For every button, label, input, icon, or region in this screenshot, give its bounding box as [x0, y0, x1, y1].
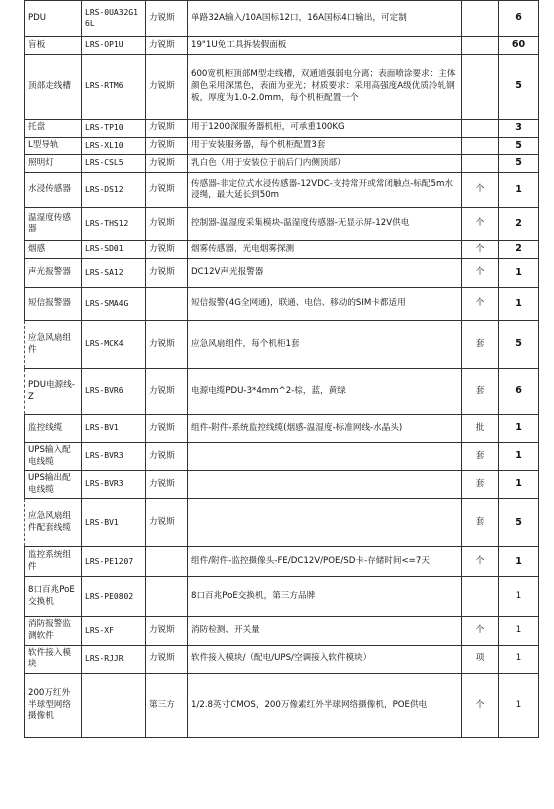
item-name-cell: PDU — [25, 1, 82, 37]
quantity-cell: 6 — [499, 369, 539, 415]
item-name-cell: 烟感 — [25, 241, 82, 259]
model-cell: LRS-XF — [82, 617, 146, 645]
description-cell: 电源电缆PDU-3*4mm^2-棕，蓝，黄绿 — [188, 369, 462, 415]
item-name-cell: 应急风扇组件 — [25, 321, 82, 369]
quantity-cell: 5 — [499, 54, 539, 119]
table-row — [25, 471, 539, 499]
description-cell: 乳白色（用于安装位于前后门内侧顶部） — [188, 155, 462, 173]
item-name-cell: L型导轨 — [25, 137, 82, 155]
unit-cell — [462, 54, 499, 119]
item-name-cell: 软件接入模块 — [25, 645, 82, 673]
unit-cell — [462, 137, 499, 155]
description-cell: DC12V声光报警器 — [188, 259, 462, 288]
item-name-cell: 水浸传感器 — [25, 173, 82, 208]
item-name-cell: 短信报警器 — [25, 288, 82, 321]
brand-cell: 力锐斯 — [146, 37, 188, 55]
equipment-spec-table — [24, 0, 539, 738]
table-row — [25, 241, 539, 259]
brand-cell: 力锐斯 — [146, 617, 188, 645]
quantity-cell: 2 — [499, 208, 539, 241]
description-cell: 组件-附件-系统监控线缆(烟感-温湿度-标准网线-水晶头) — [188, 415, 462, 443]
unit-cell: 套 — [462, 369, 499, 415]
brand-cell: 力锐斯 — [146, 259, 188, 288]
table-row — [25, 119, 539, 137]
unit-cell — [462, 577, 499, 617]
brand-cell: 第三方 — [146, 673, 188, 737]
brand-cell: 力锐斯 — [146, 321, 188, 369]
unit-cell: 个 — [462, 288, 499, 321]
table-row — [25, 1, 539, 37]
quantity-cell: 1 — [499, 577, 539, 617]
item-name-cell: 温湿度传感器 — [25, 208, 82, 241]
model-cell: LRS-DS12 — [82, 173, 146, 208]
quantity-cell: 5 — [499, 137, 539, 155]
quantity-cell: 1 — [499, 471, 539, 499]
quantity-cell: 1 — [499, 645, 539, 673]
model-cell: LRS-BVR3 — [82, 471, 146, 499]
item-name-cell: PDU电源线-Z — [25, 369, 82, 415]
quantity-cell: 5 — [499, 155, 539, 173]
description-cell — [188, 443, 462, 471]
model-cell: LRS-THS12 — [82, 208, 146, 241]
table-row — [25, 617, 539, 645]
table-row — [25, 577, 539, 617]
item-name-cell: 监控线缆 — [25, 415, 82, 443]
model-cell: LRS-SD01 — [82, 241, 146, 259]
unit-cell: 个 — [462, 673, 499, 737]
brand-cell: 力锐斯 — [146, 173, 188, 208]
description-cell: 19"1U免工具拆装假面板 — [188, 37, 462, 55]
table-row — [25, 369, 539, 415]
brand-cell — [146, 547, 188, 577]
brand-cell: 力锐斯 — [146, 415, 188, 443]
description-cell: 单路32A输入/10A国标12口，16A国标4口输出，可定制 — [188, 1, 462, 37]
unit-cell: 个 — [462, 617, 499, 645]
table-row — [25, 443, 539, 471]
quantity-cell: 1 — [499, 617, 539, 645]
quantity-cell: 1 — [499, 673, 539, 737]
table-row — [25, 321, 539, 369]
quantity-cell: 5 — [499, 321, 539, 369]
table-row — [25, 673, 539, 737]
quantity-cell: 1 — [499, 415, 539, 443]
table-row — [25, 173, 539, 208]
quantity-cell: 60 — [499, 37, 539, 55]
table-row — [25, 288, 539, 321]
description-cell — [188, 499, 462, 547]
document-page — [24, 0, 539, 738]
table-row — [25, 208, 539, 241]
unit-cell — [462, 37, 499, 55]
description-cell: 控制器-温湿度采集模块-温湿度传感器-无显示屏-12V供电 — [188, 208, 462, 241]
unit-cell: 项 — [462, 645, 499, 673]
description-cell: 消防检测、开关量 — [188, 617, 462, 645]
brand-cell: 力锐斯 — [146, 1, 188, 37]
unit-cell: 批 — [462, 415, 499, 443]
quantity-cell: 1 — [499, 259, 539, 288]
quantity-cell: 3 — [499, 119, 539, 137]
description-cell: 烟雾传感器，光电烟雾探测 — [188, 241, 462, 259]
description-cell: 组件/附件-监控摄像头-FE/DC12V/POE/SD卡-存储时间<=7天 — [188, 547, 462, 577]
item-name-cell: UPS输出配电线缆 — [25, 471, 82, 499]
description-cell: 1/2.8英寸CMOS，200万像素红外半球网络摄像机，POE供电 — [188, 673, 462, 737]
quantity-cell: 1 — [499, 173, 539, 208]
model-cell: LRS-PE1207 — [82, 547, 146, 577]
table-row — [25, 137, 539, 155]
model-cell: LRS-RJJR — [82, 645, 146, 673]
unit-cell: 套 — [462, 321, 499, 369]
quantity-cell: 6 — [499, 1, 539, 37]
description-cell: 软件接入模块/（配电/UPS/空调接入软件模块） — [188, 645, 462, 673]
unit-cell: 套 — [462, 499, 499, 547]
item-name-cell: 8口百兆PoE交换机 — [25, 577, 82, 617]
quantity-cell: 2 — [499, 241, 539, 259]
brand-cell: 力锐斯 — [146, 119, 188, 137]
item-name-cell: 应急风扇组件配套线缆 — [25, 499, 82, 547]
model-cell: LRS-BVR3 — [82, 443, 146, 471]
model-cell: LRS-BV1 — [82, 499, 146, 547]
table-row — [25, 37, 539, 55]
table-row — [25, 547, 539, 577]
model-cell: LRS-SMA4G — [82, 288, 146, 321]
model-cell: LRS-CSL5 — [82, 155, 146, 173]
unit-cell: 个 — [462, 173, 499, 208]
table-body — [25, 1, 539, 738]
brand-cell — [146, 288, 188, 321]
description-cell: 传感器-非定位式水浸传感器-12VDC-支持常开或常闭触点-标配5m水浸绳，最大延长到50m — [188, 173, 462, 208]
unit-cell — [462, 1, 499, 37]
brand-cell: 力锐斯 — [146, 137, 188, 155]
quantity-cell: 1 — [499, 547, 539, 577]
model-cell: LRS-OP1U — [82, 37, 146, 55]
brand-cell: 力锐斯 — [146, 645, 188, 673]
brand-cell: 力锐斯 — [146, 241, 188, 259]
unit-cell — [462, 155, 499, 173]
table-row — [25, 499, 539, 547]
model-cell: LRS-BVR6 — [82, 369, 146, 415]
item-name-cell: 200万红外半球型网络摄像机 — [25, 673, 82, 737]
description-cell: 短信报警(4G全网通)，联通、电信、移动的SIM卡都适用 — [188, 288, 462, 321]
brand-cell: 力锐斯 — [146, 369, 188, 415]
unit-cell: 个 — [462, 208, 499, 241]
description-cell — [188, 471, 462, 499]
item-name-cell: 消防报警监测软件 — [25, 617, 82, 645]
item-name-cell: 盲板 — [25, 37, 82, 55]
model-cell: LRS-BV1 — [82, 415, 146, 443]
description-cell: 用于安装服务器，每个机柜配置3套 — [188, 137, 462, 155]
unit-cell — [462, 119, 499, 137]
brand-cell — [146, 577, 188, 617]
unit-cell: 个 — [462, 241, 499, 259]
brand-cell: 力锐斯 — [146, 54, 188, 119]
description-cell: 应急风扇组件，每个机柜1套 — [188, 321, 462, 369]
table-row — [25, 645, 539, 673]
table-row — [25, 259, 539, 288]
model-cell — [82, 673, 146, 737]
model-cell: LRS-XL10 — [82, 137, 146, 155]
item-name-cell: 托盘 — [25, 119, 82, 137]
quantity-cell: 1 — [499, 443, 539, 471]
unit-cell: 个 — [462, 547, 499, 577]
brand-cell: 力锐斯 — [146, 155, 188, 173]
description-cell: 8口百兆PoE交换机，第三方品牌 — [188, 577, 462, 617]
model-cell: LRS-MCK4 — [82, 321, 146, 369]
unit-cell: 个 — [462, 259, 499, 288]
table-row — [25, 54, 539, 119]
model-cell: LRS-PE0802 — [82, 577, 146, 617]
quantity-cell: 5 — [499, 499, 539, 547]
brand-cell: 力锐斯 — [146, 471, 188, 499]
item-name-cell: 声光报警器 — [25, 259, 82, 288]
brand-cell: 力锐斯 — [146, 443, 188, 471]
brand-cell: 力锐斯 — [146, 499, 188, 547]
item-name-cell: 监控系统组件 — [25, 547, 82, 577]
model-cell: LRS-TP10 — [82, 119, 146, 137]
unit-cell: 套 — [462, 471, 499, 499]
quantity-cell: 1 — [499, 288, 539, 321]
brand-cell: 力锐斯 — [146, 208, 188, 241]
description-cell: 用于1200深服务器机柜，可承重100KG — [188, 119, 462, 137]
unit-cell: 套 — [462, 443, 499, 471]
item-name-cell: 顶部走线槽 — [25, 54, 82, 119]
item-name-cell: 照明灯 — [25, 155, 82, 173]
table-row — [25, 155, 539, 173]
model-cell: LRS-RTM6 — [82, 54, 146, 119]
item-name-cell: UPS输入配电线缆 — [25, 443, 82, 471]
description-cell: 600宽机柜顶部M型走线槽，双通道强弱电分离；表面喷涂要求：主体颜色采用深黑色，表面为亚光；材质要求：采用高强度A级优质冷轧钢板，厚度为1.0-2.0mm，每个机柜配置一个 — [188, 54, 462, 119]
model-cell: LRS-SA12 — [82, 259, 146, 288]
model-cell: LRS-0UA32G16L — [82, 1, 146, 37]
table-row — [25, 415, 539, 443]
